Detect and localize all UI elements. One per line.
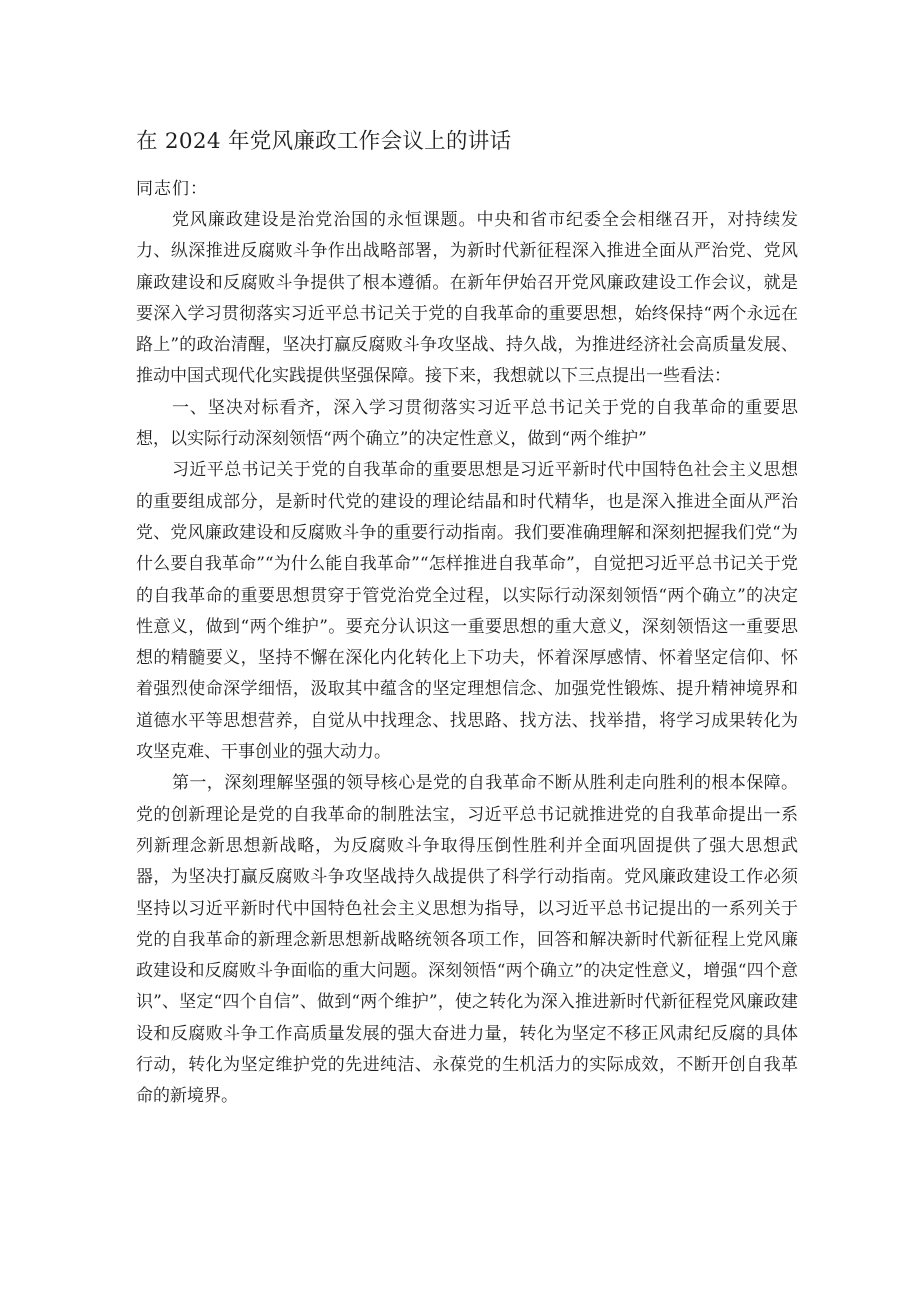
- document-page: [136, 126, 798, 1113]
- salutation: 同志们：: [136, 179, 208, 199]
- paragraph-intro: 党风廉政建设是治党治国的永恒课题。中央和省市纪委全会相继召开，对持续发力、纵深推进反腐败斗争作出战略部署，为新时代新征程深入推进全面从严治党、党风廉政建设和反腐败斗争提供了根本遵循。在新年伊始召开党风廉政建设工作会议，就是要深入学习贯彻落实习近平总书记关于党的自我革命的重要思想，始终保持“两个永远在路上”的政治清醒，坚决打赢反腐败斗争攻坚战、持久战，为推进经济社会高质量发展、推动中国式现代化实践提供坚强保障。接下来，我想就以下三点提出一些看法：: [136, 210, 798, 387]
- paragraph-point-1: 第一，深刻理解坚强的领导核心是党的自我革命不断从胜利走向胜利的根本保障。党的创新理论是党的自我革命的制胜法宝，习近平总书记就推进党的自我革命提出一系列新理念新思想新战略，为反腐败斗争取得压倒性胜利并全面巩固提供了强大思想武器，为坚决打赢反腐败斗争攻坚战持久战提供了科学行动指南。党风廉政建设工作必须坚持以习近平新时代中国特色社会主义思想为指导，以习近平总书记提出的一系列关于党的自我革命的新理念新思想新战略统领各项工作，回答和解决新时代新征程上党风廉政建设和反腐败斗争面临的重大问题。深刻领悟“两个确立”的决定性意义，增强“四个意识”、坚定“四个自信”、做到“两个维护”，使之转化为深入推进新时代新征程党风廉政建设和反腐败斗争工作高质量发展的强大奋进力量，转化为坚定不移正风肃纪反腐的具体行动，转化为坚定维护党的先进纯洁、永葆党的生机活力的实际成效，不断开创自我革命的新境界。: [136, 773, 798, 1107]
- paragraph-section-1: 习近平总书记关于党的自我革命的重要思想是习近平新时代中国特色社会主义思想的重要组成部分，是新时代党的建设的理论结晶和时代精华，也是深入推进全面从严治党、党风廉政建设和反腐败斗争的重要行动指南。我们要准确理解和深刻把握我们党“为什么要自我革命”“为什么能自我革命”“怎样推进自我革命”，自觉把习近平总书记关于党的自我革命的重要思想贯穿于管党治党全过程，以实际行动深刻领悟“两个确立”的决定性意义，做到“两个维护”。要充分认识这一重要思想的重大意义，深刻领悟这一重要思想的精髓要义，坚持不懈在深化内化转化上下功夫，怀着深厚感情、怀着坚定信仰、怀着强烈使命深学细悟，汲取其中蕴含的坚定理想信念、加强党性锻炼、提升精神境界和道德水平等思想营养，自觉从中找理念、找思路、找方法、找举措，将学习成果转化为攻坚克难、干事创业的强大动力。: [136, 460, 798, 763]
- document-title: 在 2024 年党风廉政工作会议上的讲话: [136, 129, 512, 154]
- section-heading-1: 一、坚决对标看齐，深入学习贯彻落实习近平总书记关于党的自我革命的重要思想，以实际行动深刻领悟“两个确立”的决定性意义，做到“两个维护”: [136, 397, 798, 450]
